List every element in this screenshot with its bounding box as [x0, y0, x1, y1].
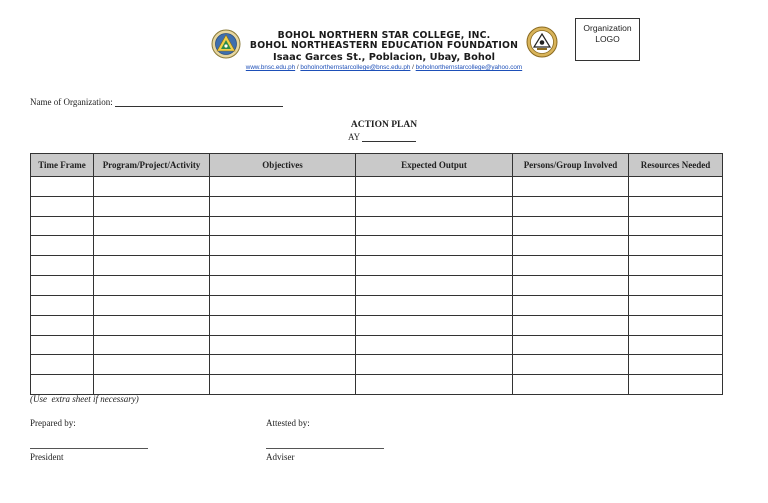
table-cell[interactable]	[94, 256, 210, 276]
header-program-project-activity: Program/Project/Activity	[94, 154, 210, 177]
table-cell[interactable]	[513, 256, 629, 276]
table-cell[interactable]	[210, 236, 356, 256]
logo-box-line1: Organization	[583, 23, 632, 33]
table-cell[interactable]	[94, 216, 210, 236]
table-cell[interactable]	[629, 177, 723, 197]
contact-links	[200, 64, 568, 71]
table-row	[31, 177, 723, 197]
organization-logo-placeholder	[575, 18, 640, 61]
table-cell[interactable]	[94, 335, 210, 355]
table-cell[interactable]	[94, 196, 210, 216]
table-cell[interactable]	[31, 236, 94, 256]
table-cell[interactable]	[629, 236, 723, 256]
table-cell[interactable]	[210, 335, 356, 355]
academic-year-blank[interactable]	[362, 133, 416, 142]
table-cell[interactable]	[31, 355, 94, 375]
email-link-bnsc[interactable]: boholnorthernstarcollege@bnsc.edu.ph	[300, 64, 411, 71]
table-cell[interactable]	[513, 355, 629, 375]
table-row	[31, 375, 723, 395]
table-cell[interactable]	[210, 196, 356, 216]
organization-name-field	[30, 97, 283, 107]
table-row	[31, 216, 723, 236]
table-row	[31, 236, 723, 256]
table-cell[interactable]	[513, 315, 629, 335]
extra-sheet-note: (Use extra sheet if necessary)	[30, 394, 139, 404]
president-label: President	[30, 452, 64, 462]
table-cell[interactable]	[356, 236, 513, 256]
table-row	[31, 335, 723, 355]
table-cell[interactable]	[31, 177, 94, 197]
table-cell[interactable]	[31, 375, 94, 395]
table-cell[interactable]	[94, 315, 210, 335]
header-persons-group-involved: Persons/Group Involved	[513, 154, 629, 177]
table-cell[interactable]	[629, 256, 723, 276]
academic-year-field	[348, 132, 416, 142]
table-cell[interactable]	[94, 276, 210, 296]
table-cell[interactable]	[31, 216, 94, 236]
college-address: Isaac Garces St., Poblacion, Ubay, Bohol	[273, 52, 495, 63]
table-cell[interactable]	[629, 315, 723, 335]
link-separator: /	[410, 64, 416, 71]
table-cell[interactable]	[210, 256, 356, 276]
table-cell[interactable]	[31, 335, 94, 355]
table-cell[interactable]	[94, 177, 210, 197]
logo-box-line2: LOGO	[595, 34, 620, 44]
attested-by-label: Attested by:	[266, 418, 310, 428]
header-time-frame: Time Frame	[31, 154, 94, 177]
college-name: BOHOL NORTHERN STAR COLLEGE, INC.	[277, 30, 491, 41]
table-cell[interactable]	[210, 276, 356, 296]
table-cell[interactable]	[356, 355, 513, 375]
action-plan-table	[30, 153, 723, 395]
table-cell[interactable]	[629, 355, 723, 375]
table-cell[interactable]	[356, 177, 513, 197]
president-signature-line[interactable]	[30, 448, 148, 449]
table-cell[interactable]	[31, 315, 94, 335]
adviser-label: Adviser	[266, 452, 295, 462]
organization-name-blank[interactable]	[115, 97, 283, 107]
table-cell[interactable]	[629, 196, 723, 216]
website-link[interactable]: www.bnsc.edu.ph	[245, 64, 296, 71]
table-cell[interactable]	[94, 295, 210, 315]
table-cell[interactable]	[356, 196, 513, 216]
document-title: ACTION PLAN	[350, 120, 418, 130]
table-cell[interactable]	[210, 355, 356, 375]
table-cell[interactable]	[356, 256, 513, 276]
table-cell[interactable]	[356, 295, 513, 315]
table-cell[interactable]	[94, 236, 210, 256]
table-cell[interactable]	[356, 335, 513, 355]
table-cell[interactable]	[210, 216, 356, 236]
table-cell[interactable]	[513, 236, 629, 256]
table-cell[interactable]	[31, 196, 94, 216]
table-cell[interactable]	[94, 375, 210, 395]
table-cell[interactable]	[210, 315, 356, 335]
table-cell[interactable]	[210, 375, 356, 395]
adviser-signature-line[interactable]	[266, 448, 384, 449]
table-cell[interactable]	[31, 276, 94, 296]
header-objectives: Objectives	[210, 154, 356, 177]
table-cell[interactable]	[210, 295, 356, 315]
table-row	[31, 315, 723, 335]
table-cell[interactable]	[356, 216, 513, 236]
organization-name-label: Name of Organization:	[30, 97, 113, 107]
academic-year-label: AY	[348, 132, 360, 142]
table-cell[interactable]	[629, 216, 723, 236]
link-separator: /	[295, 64, 301, 71]
table-row	[31, 276, 723, 296]
table-cell[interactable]	[629, 276, 723, 296]
foundation-name: BOHOL NORTHEASTERN EDUCATION FOUNDATION	[249, 40, 519, 51]
table-cell[interactable]	[513, 177, 629, 197]
table-cell[interactable]	[356, 315, 513, 335]
email-link-yahoo[interactable]: boholnorthernstarcollege@yahoo.com	[415, 64, 523, 71]
header-expected-output: Expected Output	[356, 154, 513, 177]
table-cell[interactable]	[210, 177, 356, 197]
table-row	[31, 256, 723, 276]
table-cell[interactable]	[356, 375, 513, 395]
table-cell[interactable]	[513, 196, 629, 216]
table-cell[interactable]	[94, 355, 210, 375]
table-cell[interactable]	[513, 335, 629, 355]
table-header-row	[31, 154, 723, 177]
table-cell[interactable]	[31, 256, 94, 276]
table-cell[interactable]	[629, 375, 723, 395]
table-cell[interactable]	[629, 335, 723, 355]
table-cell[interactable]	[629, 295, 723, 315]
table-cell[interactable]	[513, 276, 629, 296]
table-cell[interactable]	[513, 295, 629, 315]
table-cell[interactable]	[356, 276, 513, 296]
table-row	[31, 355, 723, 375]
table-cell[interactable]	[31, 295, 94, 315]
header-resources-needed: Resources Needed	[629, 154, 723, 177]
prepared-by-label: Prepared by:	[30, 418, 76, 428]
table-cell[interactable]	[513, 375, 629, 395]
table-row	[31, 295, 723, 315]
table-row	[31, 196, 723, 216]
table-cell[interactable]	[513, 216, 629, 236]
